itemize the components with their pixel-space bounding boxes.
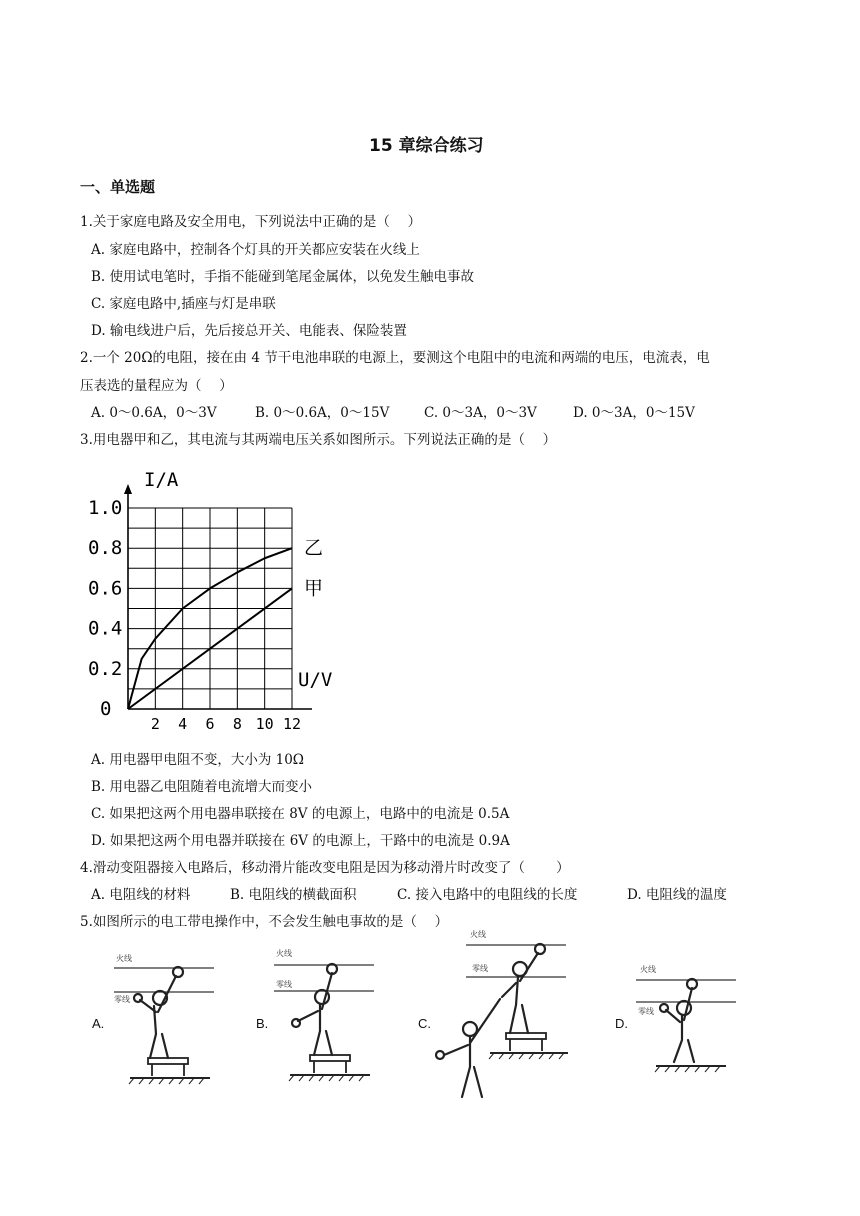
zero-wire-label: 零线 (638, 1007, 654, 1016)
x-tick-label: 12 (282, 715, 302, 733)
question-2-option-b: B. 0～0.6A，0～15V (255, 405, 390, 421)
question-4-option-d: D. 电阻线的温度 (627, 887, 727, 903)
y-tick-label: 0.2 (88, 657, 123, 680)
x-tick-label: 4 (178, 715, 188, 733)
question-1-option-c: C. 家庭电路中,插座与灯是串联 (91, 296, 276, 312)
x-tick-label: 10 (255, 715, 274, 733)
figure-d-electrician (630, 958, 740, 1083)
question-4-option-c: C. 接入电路中的电阻线的长度 (397, 887, 578, 903)
x-tick-label: 8 (232, 715, 242, 733)
series-label-yi: 乙 (304, 537, 324, 560)
origin-label: 0 (100, 698, 112, 720)
question-1-option-b: B. 使用试电笔时，手指不能碰到笔尾金属体，以免发生触电事故 (91, 269, 475, 285)
x-tick-label: 2 (150, 715, 160, 733)
y-tick-label: 0.6 (88, 577, 123, 600)
question-2-option-c: C. 0～3A，0～3V (424, 405, 537, 421)
question-1-option-a: A. 家庭电路中，控制各个灯具的开关都应安装在火线上 (91, 242, 420, 258)
y-tick-label: 1.0 (88, 497, 123, 519)
question-3-option-d: D. 如果把这两个用电器并联接在 6V 的电源上，干路中的电流是 0.9A (91, 833, 510, 849)
page-title: 15 章综合练习 (369, 136, 484, 156)
question-3-option-a: A. 用电器甲电阻不变，大小为 10Ω (91, 752, 304, 768)
question-2-option-d: D. 0～3A，0～15V (573, 405, 695, 421)
question-3-option-b: B. 用电器乙电阻随着电流增大而变小 (91, 779, 313, 795)
question-2-option-a: A. 0～0.6A，0～3V (91, 405, 217, 421)
question-1-option-d: D. 输电线进户后，先后接总开关、电能表、保险装置 (91, 323, 407, 339)
figure-b-electrician (270, 945, 380, 1085)
question-3-stem: 3.用电器甲和乙，其电流与其两端电压关系如图所示。下列说法正确的是（ ） (80, 432, 557, 448)
question-5-option-c: C. (418, 1016, 431, 1031)
question-4-stem: 4.滑动变阻器接入电路后，移动滑片能改变电阻是因为移动滑片时改变了（ ） (80, 860, 570, 876)
figure-a-electrician (110, 950, 220, 1090)
question-5-option-b: B. (256, 1016, 269, 1031)
fire-wire-label: 火线 (276, 949, 292, 958)
question-1-stem: 1.关于家庭电路及安全用电，下列说法中正确的是（ ） (80, 214, 422, 230)
question-5-option-a: A. (92, 1016, 105, 1031)
zero-wire-label: 零线 (276, 980, 292, 989)
section-heading: 一、单选题 (80, 178, 156, 196)
figure-c-electricians (430, 925, 570, 1110)
question-2-stem-line1: 2.一个 20Ω的电阻，接在由 4 节干电池串联的电源上，要测这个电阻中的电流和两端的电压，电流表，电 (80, 350, 710, 366)
zero-wire-label: 零线 (472, 964, 488, 973)
y-axis-label: I/A (144, 469, 179, 491)
question-4-option-b: B. 电阻线的横截面积 (230, 887, 357, 903)
question-2-stem-line2: 压表选的量程应为（ ） (80, 378, 233, 394)
iu-chart (80, 462, 360, 737)
question-5-stem: 5.如图所示的电工带电操作中，不会发生触电事故的是（ ） (80, 914, 449, 930)
question-3-option-c: C. 如果把这两个用电器串联接在 8V 的电源上，电路中的电流是 0.5A (91, 806, 510, 822)
fire-wire-label: 火线 (116, 954, 132, 963)
x-axis-label: U/V (298, 669, 333, 691)
series-label-jia: 甲 (304, 577, 324, 600)
fire-wire-label: 火线 (470, 930, 486, 939)
fire-wire-label: 火线 (640, 965, 656, 974)
question-5-option-d: D. (615, 1016, 628, 1031)
y-tick-label: 0.8 (88, 537, 123, 560)
zero-wire-label: 零线 (114, 995, 130, 1004)
x-tick-label: 6 (205, 715, 215, 733)
y-tick-label: 0.4 (88, 617, 123, 640)
question-4-option-a: A. 电阻线的材料 (91, 887, 191, 903)
